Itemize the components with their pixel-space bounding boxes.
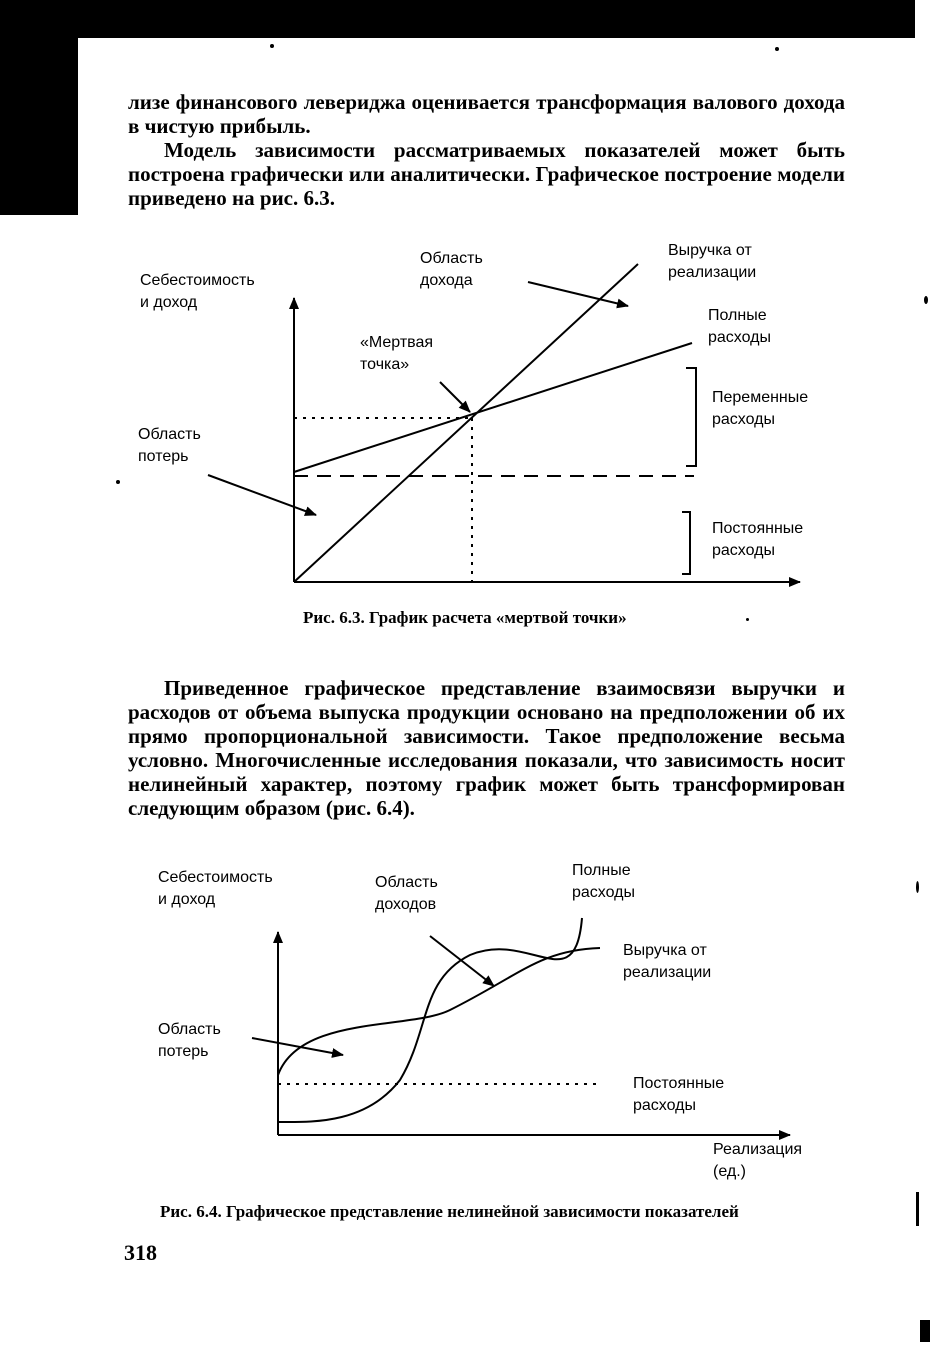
loss-area-arrow xyxy=(208,475,316,515)
paragraph-model: Модель зависимости рассматриваемых показателей может быть построена графически или аналитически. Графическое построение модели приведено на рис. 6.3. xyxy=(128,138,845,210)
caption-number: Рис. 6.3. xyxy=(303,608,365,627)
caption-number: Рис. 6.4. xyxy=(160,1202,222,1221)
f2-total-costs-label: Полные расходы xyxy=(572,862,635,901)
revenue-curve xyxy=(278,948,600,1075)
f2-y-axis-label: Себестоимость и доход xyxy=(158,869,273,908)
f1-total-costs-label: Полные расходы xyxy=(708,307,771,346)
caption-text: График расчета «мертвой точки» xyxy=(368,608,627,627)
fixed-costs-bracket xyxy=(682,512,690,574)
figure-6-4-chart xyxy=(0,830,931,1170)
figure-6-3-caption xyxy=(303,608,627,628)
paragraph-continuation: лизе финансового левериджа оценивается трансформация валового дохода в чистую прибыль. xyxy=(128,90,845,138)
f1-loss-area-label: Область потерь xyxy=(138,426,201,465)
paragraph-nonlinear: Приведенное графическое представление взаимосвязи выручки и расходов от объема выпуска продукции основано на предположении об их прямо пропорциональной зависимости. Такое предположение весьма условно. Многочисленные исследования показали, что зависимость носит нелинейный характер, поэтому график может быть трансформирован следующим образом (рис. 6.4). xyxy=(128,676,845,820)
f2-revenue-label: Выручка от реализации xyxy=(623,942,712,981)
scan-speck xyxy=(920,1320,930,1342)
variable-costs-bracket xyxy=(686,368,696,466)
figure-6-4-caption xyxy=(160,1202,739,1222)
revenue-line xyxy=(294,264,638,582)
dead-point-arrow xyxy=(440,382,470,412)
income-area-arrow xyxy=(430,936,494,986)
f2-income-area-label: Область доходов xyxy=(375,874,438,913)
loss-area-arrow xyxy=(252,1038,343,1055)
f2-x-axis-label: Реализация (ед.) xyxy=(713,1141,803,1180)
f1-fixed-costs-label: Постоянные расходы xyxy=(712,520,804,559)
f1-income-area-label: Область дохода xyxy=(420,250,483,289)
f1-revenue-label: Выручка от реализации xyxy=(668,242,757,281)
f1-variable-costs-label: Переменные расходы xyxy=(712,389,809,428)
income-area-arrow xyxy=(528,282,628,306)
f1-dead-point-label: «Мертвая точка» xyxy=(360,334,434,373)
caption-text: Графическое представление нелинейной зависимости показателей xyxy=(225,1202,739,1221)
f1-y-axis-label: Себестоимость и доход xyxy=(140,272,255,311)
page-number: 318 xyxy=(124,1240,157,1265)
total-costs-line xyxy=(294,343,692,472)
f2-loss-area-label: Область потерь xyxy=(158,1021,221,1060)
total-costs-curve xyxy=(278,918,582,1122)
f2-fixed-costs-label: Постоянные расходы xyxy=(633,1075,725,1114)
scan-speck xyxy=(916,1192,919,1226)
